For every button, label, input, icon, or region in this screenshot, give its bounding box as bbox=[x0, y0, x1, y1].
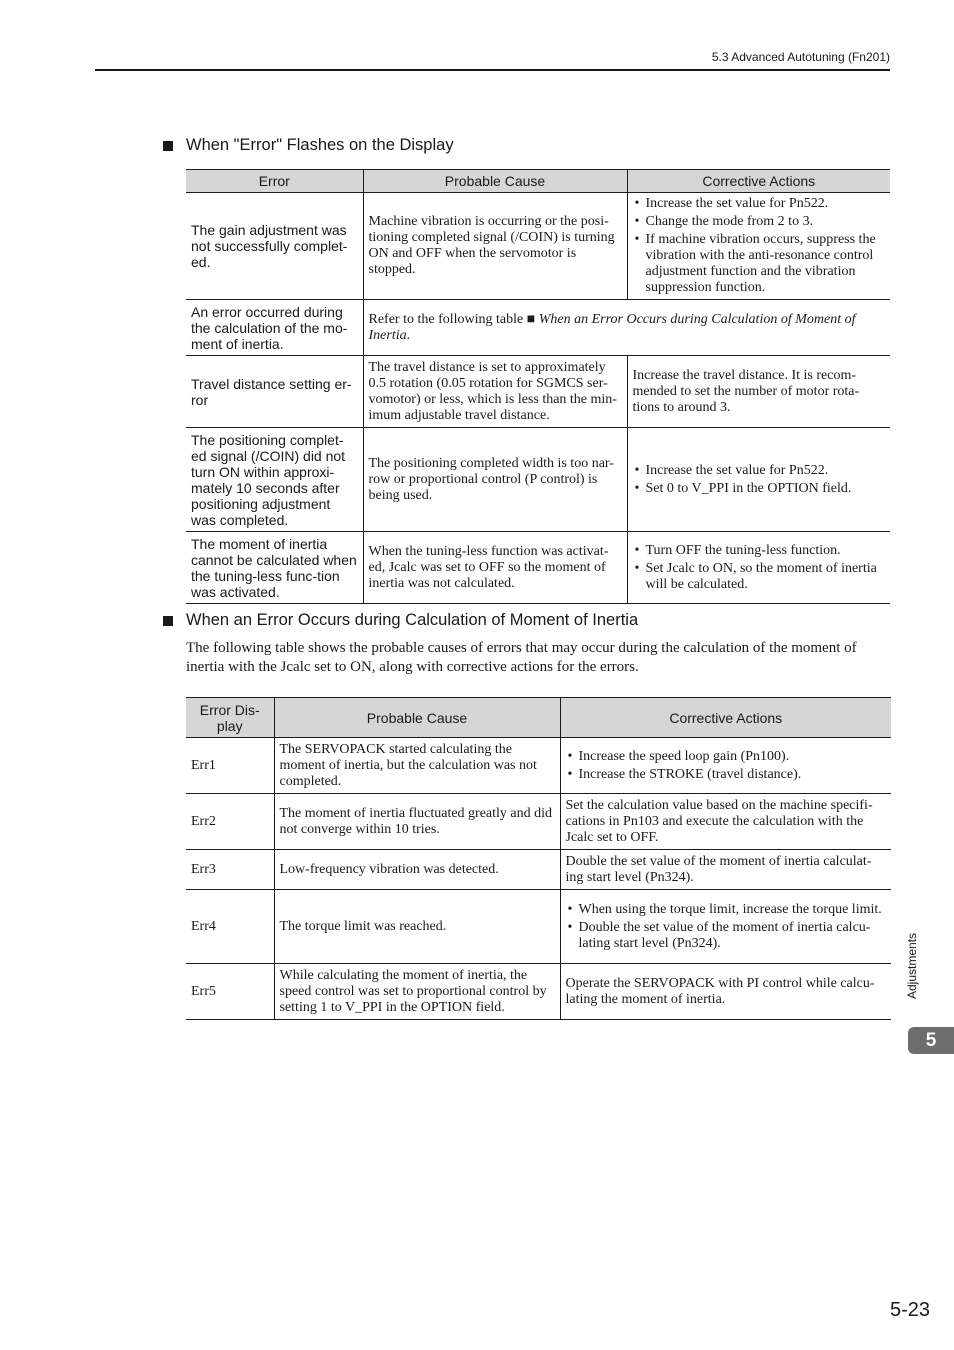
cause-cell: The moment of inertia fluctuated greatly and did not converge within 10 tries. bbox=[274, 794, 560, 850]
cause-cell: The torque limit was reached. bbox=[274, 890, 560, 964]
action-item: • Set Jcalc to ON, so the moment of inertia will be calculated. bbox=[633, 561, 886, 593]
actions-cell: Operate the SERVOPACK with PI control while calcu-lating the moment of inertia. bbox=[560, 964, 891, 1020]
error-cell: Travel distance setting er-ror bbox=[186, 356, 363, 428]
table-row bbox=[186, 794, 891, 850]
inertia-error-table bbox=[186, 697, 891, 1020]
table-row bbox=[186, 356, 890, 428]
error-code-cell: Err2 bbox=[186, 794, 274, 850]
col-corrective-actions: Corrective Actions bbox=[627, 170, 890, 193]
actions-cell bbox=[560, 890, 891, 964]
cause-cell: While calculating the moment of inertia, the speed control was set to proportional control by setting 1 to V_PPI in the OPTION field. bbox=[274, 964, 560, 1020]
error-cell: An error occurred during the calculation of the mo-ment of inertia. bbox=[186, 300, 363, 356]
cause-cell: The SERVOPACK started calculating the moment of inertia, but the calculation was not completed. bbox=[274, 738, 560, 794]
table-row bbox=[186, 738, 891, 794]
square-bullet-icon bbox=[163, 141, 173, 151]
table-row bbox=[186, 428, 890, 532]
col-error-display: Error Dis-play bbox=[186, 698, 274, 738]
error-code-cell: Err3 bbox=[186, 850, 274, 890]
error-code-cell: Err5 bbox=[186, 964, 274, 1020]
table-row bbox=[186, 193, 890, 300]
error-code-cell: Err4 bbox=[186, 890, 274, 964]
heading-text: When an Error Occurs during Calculation of Moment of Inertia bbox=[186, 611, 639, 629]
running-header: 5.3 Advanced Autotuning (Fn201) bbox=[711, 50, 890, 64]
error-cell: The gain adjustment was not successfully complet-ed. bbox=[186, 193, 363, 300]
actions-cell: Set the calculation value based on the machine specifi-cations in Pn103 and execute the calculation with the Jcalc set to OFF. bbox=[560, 794, 891, 850]
heading-moment-of-inertia-errors bbox=[163, 611, 638, 630]
action-item: • When using the torque limit, increase the torque limit. bbox=[566, 902, 887, 918]
square-bullet-icon: ■ bbox=[526, 311, 536, 327]
cause-cell: Machine vibration is occurring or the posi-tioning completed signal (/COIN) is turning ON and OFF when the servomotor is stopped. bbox=[363, 193, 627, 300]
page-number: 5-23 bbox=[889, 1299, 930, 1321]
action-item: • Set 0 to V_PPI in the OPTION field. bbox=[633, 481, 886, 497]
error-cell: The moment of inertia cannot be calculated when the tuning-less func-tion was activated. bbox=[186, 532, 363, 604]
table-header-row bbox=[186, 698, 891, 738]
action-item: • Increase the set value for Pn522. bbox=[633, 463, 886, 479]
error-code-cell: Err1 bbox=[186, 738, 274, 794]
cause-cell: The travel distance is set to approximately 0.5 rotation (0.05 rotation for SGMCS ser-vomotor) or less, which is less than the min-imum adjustable travel distance. bbox=[363, 356, 627, 428]
actions-cell bbox=[560, 738, 891, 794]
table-row bbox=[186, 850, 891, 890]
table-row bbox=[186, 300, 890, 356]
intro-paragraph: The following table shows the probable causes of errors that may occur during the calculation of the moment of inertia with the Jcalc set to ON, along with corrective actions for the errors. bbox=[186, 640, 857, 675]
cause-cell: The positioning completed width is too nar-row or proportional control (P control) is being used. bbox=[363, 428, 627, 532]
col-error: Error bbox=[186, 170, 363, 193]
actions-cell: Double the set value of the moment of inertia calculat-ing start level (Pn324). bbox=[560, 850, 891, 890]
cause-cell: Refer to the following table ■ When an Error Occurs during Calculation of Moment of Inertia. bbox=[363, 300, 890, 356]
table-row bbox=[186, 890, 891, 964]
action-item: • If machine vibration occurs, suppress the vibration with the anti-resonance control adjustment function and the vibration suppression function. bbox=[633, 232, 886, 296]
table-row bbox=[186, 964, 891, 1020]
actions-cell bbox=[627, 428, 890, 532]
action-item: • Increase the STROKE (travel distance). bbox=[566, 767, 887, 783]
heading-text: When "Error" Flashes on the Display bbox=[186, 136, 454, 154]
action-item: • Double the set value of the moment of inertia calcu-lating start level (Pn324). bbox=[566, 920, 887, 952]
cause-cell: Low-frequency vibration was detected. bbox=[274, 850, 560, 890]
col-probable-cause: Probable Cause bbox=[363, 170, 627, 193]
col-probable-cause: Probable Cause bbox=[274, 698, 560, 738]
action-item: • Change the mode from 2 to 3. bbox=[633, 214, 886, 230]
chapter-tab: 5 bbox=[908, 1027, 954, 1054]
table-reference-link[interactable]: When an Error Occurs during Calculation of Moment of Inertia bbox=[368, 311, 856, 343]
actions-cell bbox=[627, 193, 890, 300]
cause-cell: When the tuning-less function was activat-ed, Jcalc was set to OFF so the moment of inertia was not calculated. bbox=[363, 532, 627, 604]
square-bullet-icon bbox=[163, 616, 173, 626]
action-item: • Increase the speed loop gain (Pn100). bbox=[566, 749, 887, 765]
error-table bbox=[186, 169, 890, 604]
action-item: • Turn OFF the tuning-less function. bbox=[633, 543, 886, 559]
error-cell: The positioning complet-ed signal (/COIN) did not turn ON within approxi-mately 10 seconds after positioning adjustment was completed. bbox=[186, 428, 363, 532]
header-rule bbox=[95, 69, 890, 71]
action-item: • Increase the set value for Pn522. bbox=[633, 196, 886, 212]
actions-cell: Increase the travel distance. It is recom-mended to set the number of motor rota-tions to around 3. bbox=[627, 356, 890, 428]
heading-error-flashes bbox=[163, 136, 454, 155]
actions-cell bbox=[627, 532, 890, 604]
chapter-side-label: Adjustments bbox=[905, 932, 919, 999]
table-header-row bbox=[186, 170, 890, 193]
table-row bbox=[186, 532, 890, 604]
col-corrective-actions: Corrective Actions bbox=[560, 698, 891, 738]
